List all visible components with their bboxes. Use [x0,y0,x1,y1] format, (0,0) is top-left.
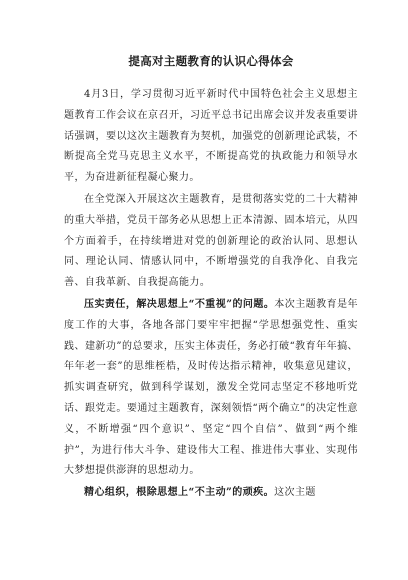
paragraph-3-lead: 压实责任，解决思想上“不重视”的问题。 [84,298,275,310]
paragraph-2 [64,190,358,294]
paragraph-3 [64,295,358,482]
paragraph-4 [64,483,358,504]
paragraph-4-lead: 精心组织，根除思想上“不主动”的顽疾。 [84,487,275,499]
paragraph-3-text: 本次主题教育是年度工作的大事，各地各部门要牢牢把握“学思想强党性、重实践、建新功”的总要求，压实主体责任，务必打破“教育年年搞、年年老一套”的思维桎梏，及时传达指示精神，收集意见建议，抓实调查研究，做到科学谋划，激发全党同志坚定不移地听党话、跟党走。要通过主题教育，深刻领悟“两个确立”的决定性意义，不断增强“四个意识”、坚定“四个自信”、做到“两个维护”，为进行伟大斗争、建设伟大工程、推进伟大事业、实现伟大梦想提供澎湃的思想动力。 [64,298,358,477]
document-title: 提高对主题教育的认识心得体会 [128,54,294,68]
paragraph-2-text: 在全党深入开展这次主题教育，是贯彻落实党的二十大精神的重大举措，党员干部务必从思想上正本清源、固本培元，从四个方面着手，在持续增进对党的创新理论的政治认同、思想认同、理论认同、情感认同中，不断增强党的自我净化、自我完善、自我革新、自我提高能力。 [64,193,358,289]
paragraph-1-text: 4月3日，学习贯彻习近平新时代中国特色社会主义思想主题教育工作会议在京召开，习近平总书记出席会议并发表重要讲话强调，要以这次主题教育为契机，加强党的创新理论武装，不断提高全党马克思主义水平，不断提高党的执政能力和领导水平，为奋进新征程凝心聚力。 [64,89,358,184]
paragraph-1 [64,85,358,189]
paragraph-4-text: 这次主题 [274,487,316,499]
